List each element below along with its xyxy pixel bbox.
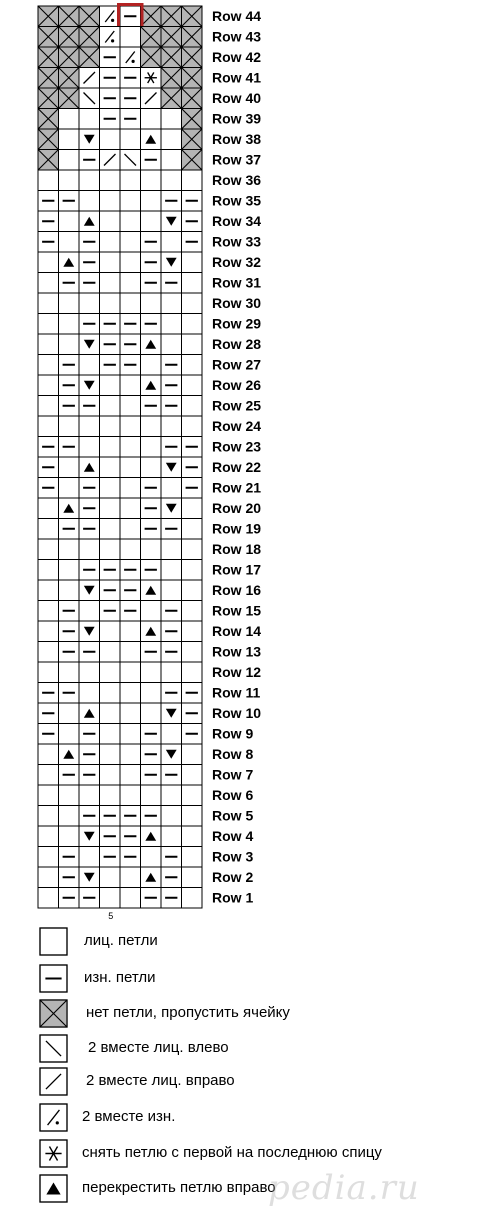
- legend-label: 2 вместе изн.: [82, 1108, 176, 1125]
- row-label: Row 35: [212, 192, 262, 209]
- row-label: Row 41: [212, 69, 262, 86]
- legend-label: 2 вместе лиц. влево: [88, 1039, 229, 1056]
- legend-swatch: [40, 1140, 67, 1167]
- row-label: Row 38: [212, 130, 262, 147]
- row-label: Row 13: [212, 643, 262, 660]
- row-label: Row 11: [212, 684, 261, 701]
- row-label: Row 29: [212, 315, 262, 332]
- row-label: Row 14: [212, 622, 262, 639]
- row-label: Row 30: [212, 294, 262, 311]
- row-label: Row 5: [212, 807, 254, 824]
- legend-swatch: [40, 1000, 67, 1027]
- row-label: Row 20: [212, 499, 262, 516]
- legend-swatch: [40, 1068, 67, 1095]
- row-label: Row 39: [212, 110, 262, 127]
- row-label: Row 32: [212, 253, 262, 270]
- watermark: pedia.ru: [268, 1168, 420, 1208]
- row-label: Row 28: [212, 335, 262, 352]
- row-label: Row 40: [212, 89, 262, 106]
- row-label: Row 33: [212, 233, 262, 250]
- legend-swatch: [40, 965, 67, 992]
- legend-swatch: [40, 1175, 67, 1202]
- legend-swatch: [40, 1035, 67, 1062]
- legend-label: нет петли, пропустить ячейку: [86, 1004, 290, 1021]
- row-label: Row 25: [212, 397, 262, 414]
- legend-label: лиц. петли: [84, 932, 158, 949]
- row-label: Row 8: [212, 745, 254, 762]
- row-label: Row 23: [212, 438, 262, 455]
- legend-label: перекрестить петлю вправо: [82, 1179, 276, 1196]
- row-label: Row 2: [212, 868, 254, 885]
- legend-label: изн. петли: [84, 969, 156, 986]
- row-label: Row 24: [212, 417, 262, 434]
- row-label: Row 27: [212, 356, 262, 373]
- row-label: Row 34: [212, 212, 262, 229]
- row-label: Row 17: [212, 561, 262, 578]
- legend-label: 2 вместе лиц. вправо: [86, 1072, 235, 1089]
- row-label: Row 43: [212, 28, 262, 45]
- row-label: Row 12: [212, 663, 262, 680]
- row-label: Row 10: [212, 704, 262, 721]
- row-label: Row 1: [212, 889, 254, 906]
- row-label: Row 31: [212, 274, 262, 291]
- row-label: Row 4: [212, 827, 254, 844]
- legend-box: [40, 928, 67, 955]
- row-label: Row 21: [212, 479, 262, 496]
- row-label: Row 42: [212, 48, 262, 65]
- legend-swatch: [40, 928, 67, 955]
- row-label: Row 9: [212, 725, 254, 742]
- row-label: Row 6: [212, 786, 254, 803]
- row-label: Row 19: [212, 520, 262, 537]
- row-label: Row 3: [212, 848, 254, 865]
- row-label: Row 22: [212, 458, 262, 475]
- row-label: Row 7: [212, 766, 254, 783]
- p2tog-dot: [56, 1121, 59, 1124]
- row-label: Row 36: [212, 171, 262, 188]
- legend-label: снять петлю с первой на последнюю спицу: [82, 1144, 382, 1161]
- row-label: Row 18: [212, 540, 262, 557]
- row-label: Row 15: [212, 602, 262, 619]
- row-label: Row 44: [212, 7, 262, 24]
- row-label: Row 26: [212, 376, 262, 393]
- column-marker: 5: [108, 911, 114, 921]
- row-label: Row 16: [212, 581, 262, 598]
- legend-swatch: [40, 1104, 67, 1131]
- row-label: Row 37: [212, 151, 262, 168]
